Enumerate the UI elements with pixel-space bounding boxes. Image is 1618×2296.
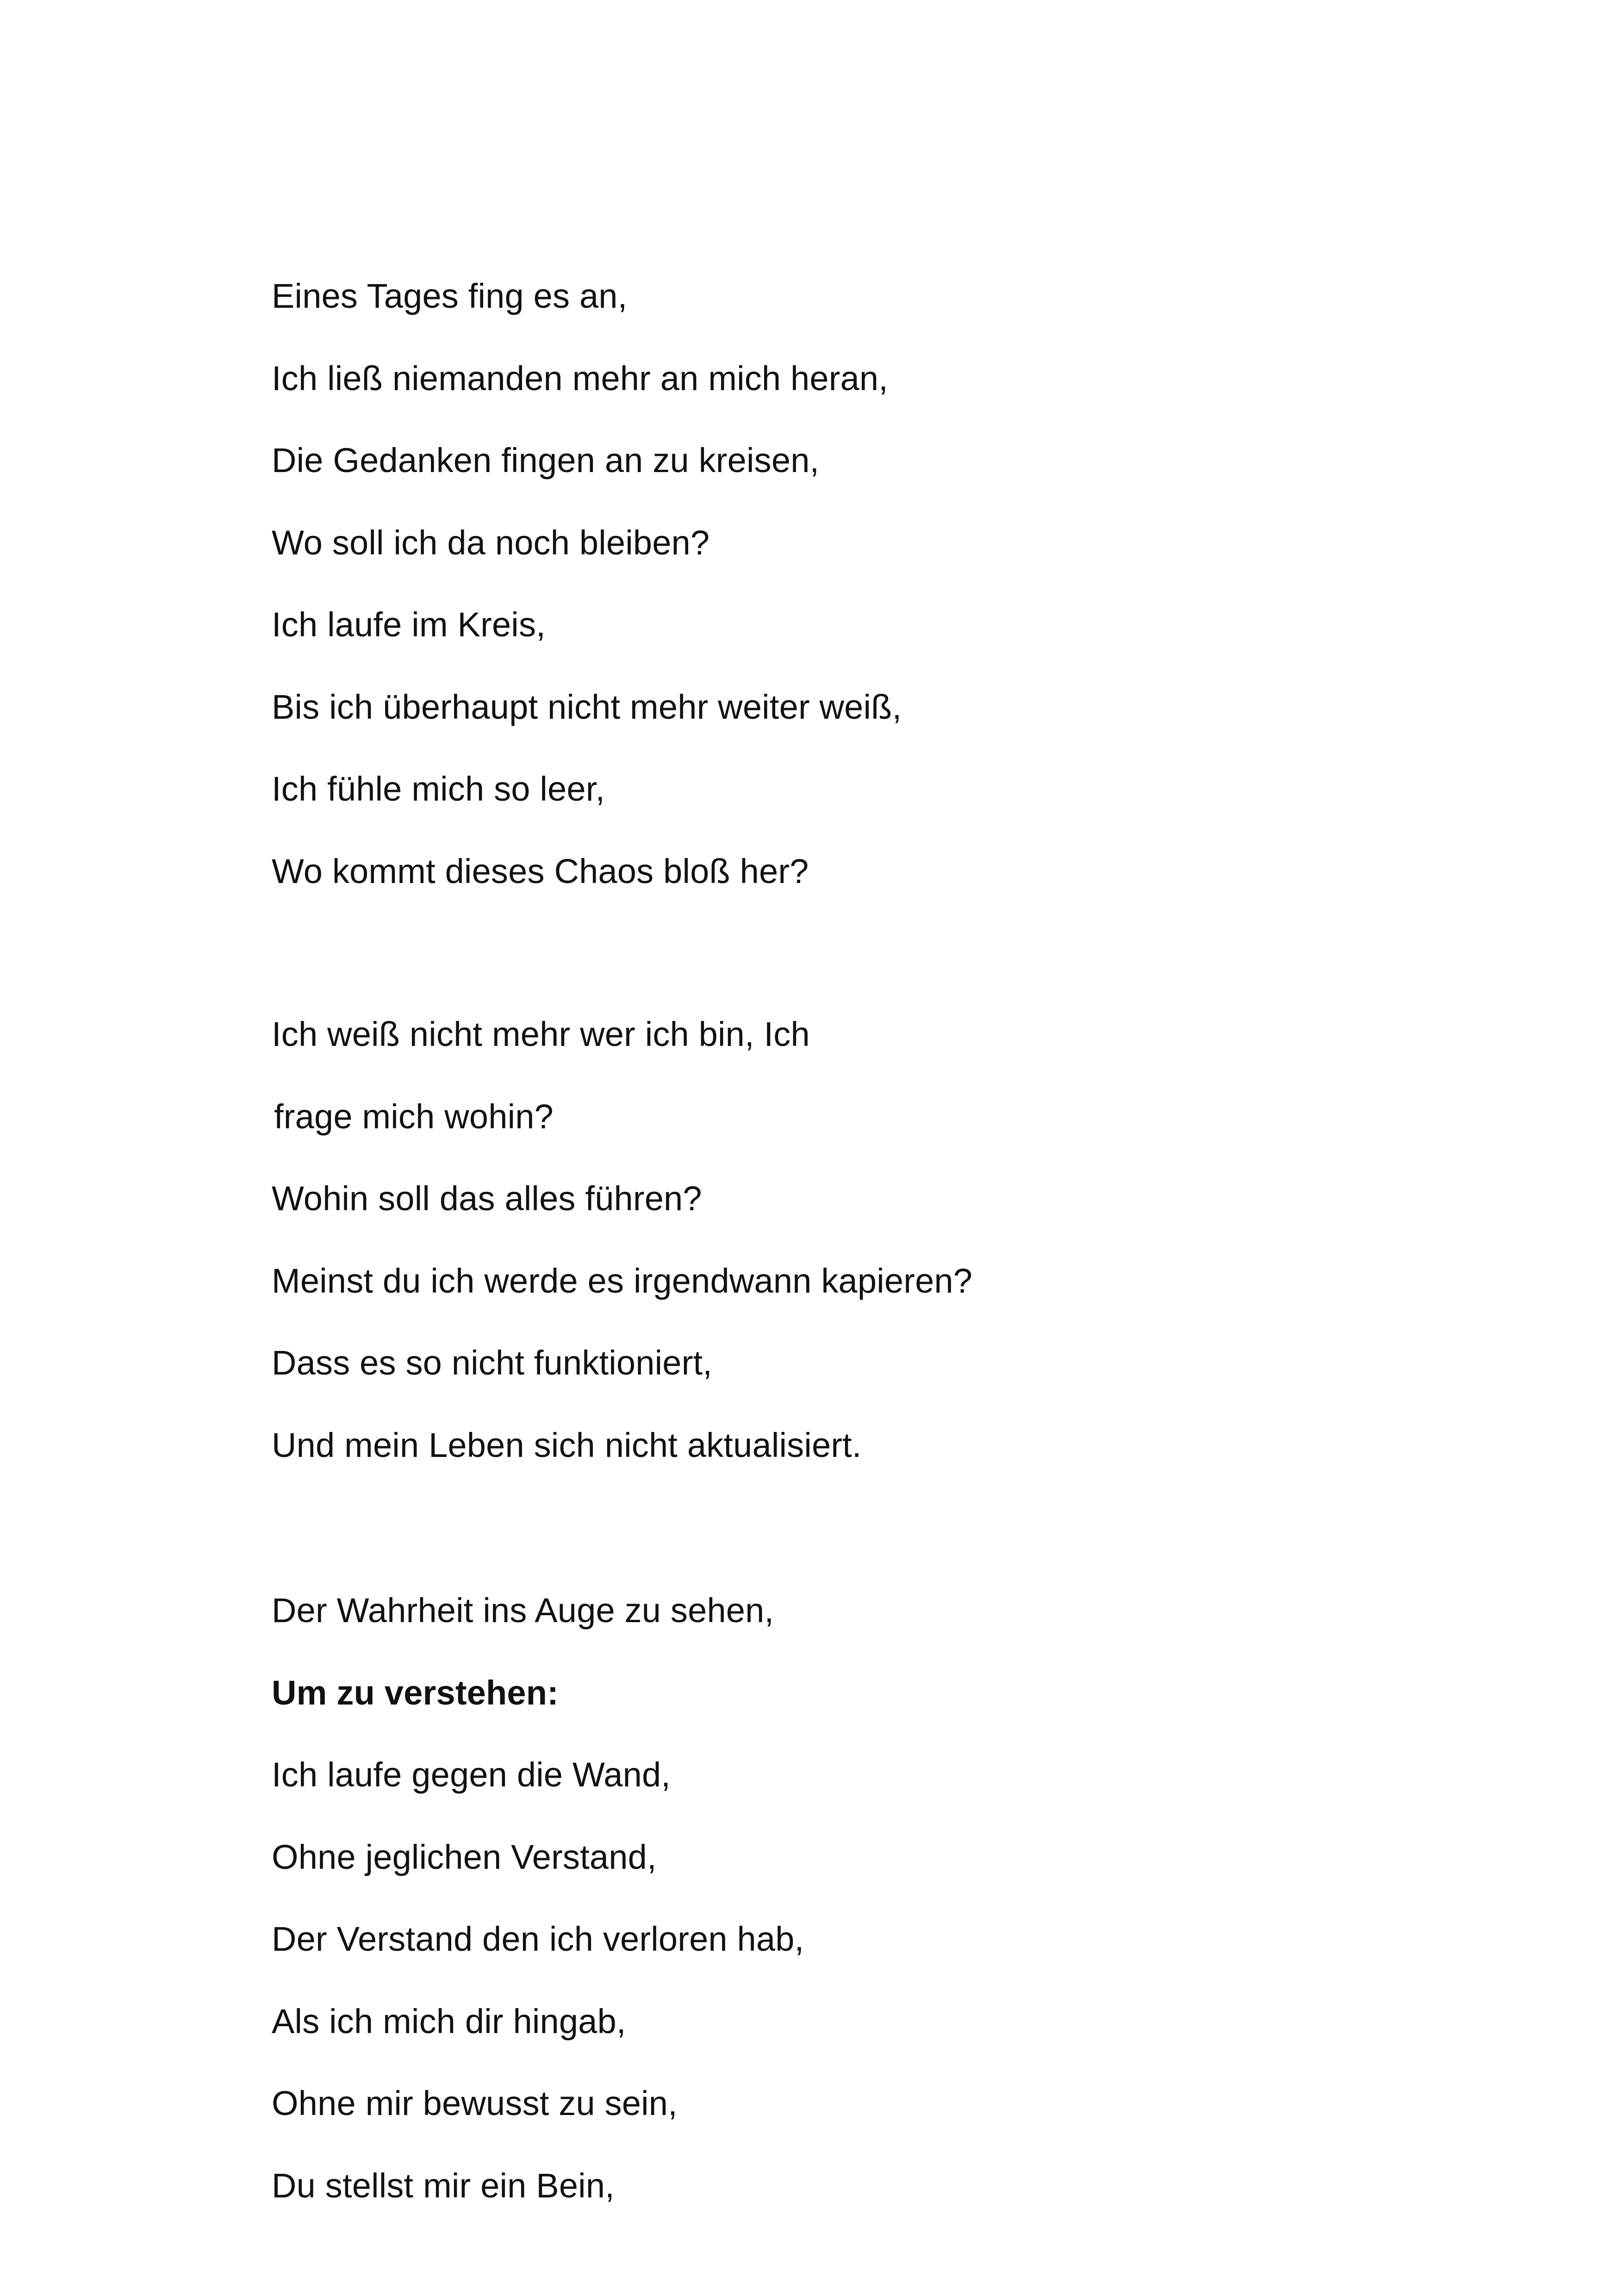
- poem-line: Meinst du ich werde es irgendwann kapieren?: [272, 1261, 973, 1300]
- poem-line: Eines Tages fing es an,: [272, 277, 628, 315]
- poem-line: Die Gedanken fingen an zu kreisen,: [272, 441, 820, 479]
- poem-line: Ich laufe gegen die Wand,: [272, 1755, 671, 1794]
- poem-line: Der Verstand den ich verloren hab,: [272, 1920, 804, 1958]
- poem-line: Als ich mich dir hingab,: [272, 2002, 626, 2041]
- poem-line: Wo kommt dieses Chaos bloß her?: [272, 852, 809, 890]
- poem-line-bold: Um zu verstehen:: [272, 1673, 559, 1712]
- poem-line: Der Wahrheit ins Auge zu sehen,: [272, 1591, 774, 1630]
- poem-line: Wohin soll das alles führen?: [272, 1179, 702, 1218]
- poem-line: Ich laufe im Kreis,: [272, 605, 546, 644]
- poem-line: Ohne jeglichen Verstand,: [272, 1837, 657, 1876]
- poem-line: Wo soll ich da noch bleiben?: [272, 523, 710, 562]
- poem-line: Ohne mir bewusst zu sein,: [272, 2084, 678, 2122]
- poem-line: Du stellst mir ein Bein,: [272, 2166, 615, 2205]
- poem-line: Ich weiß nicht mehr wer ich bin, Ich: [272, 1015, 810, 1053]
- poem-line: Bis ich überhaupt nicht mehr weiter weiß,: [272, 687, 902, 726]
- poem-line: frage mich wohin?: [274, 1097, 554, 1136]
- stanza-1: [272, 268, 902, 926]
- poem-line: Ich fühle mich so leer,: [272, 770, 605, 808]
- stanza-2: [272, 1007, 972, 1500]
- poem-line: Und mein Leben sich nicht aktualisiert.: [272, 1425, 862, 1464]
- poem-line: Dass es so nicht funktioniert,: [272, 1344, 712, 1382]
- poem-line: Ich ließ niemanden mehr an mich heran,: [272, 359, 889, 398]
- stanza-3: [272, 1583, 804, 2240]
